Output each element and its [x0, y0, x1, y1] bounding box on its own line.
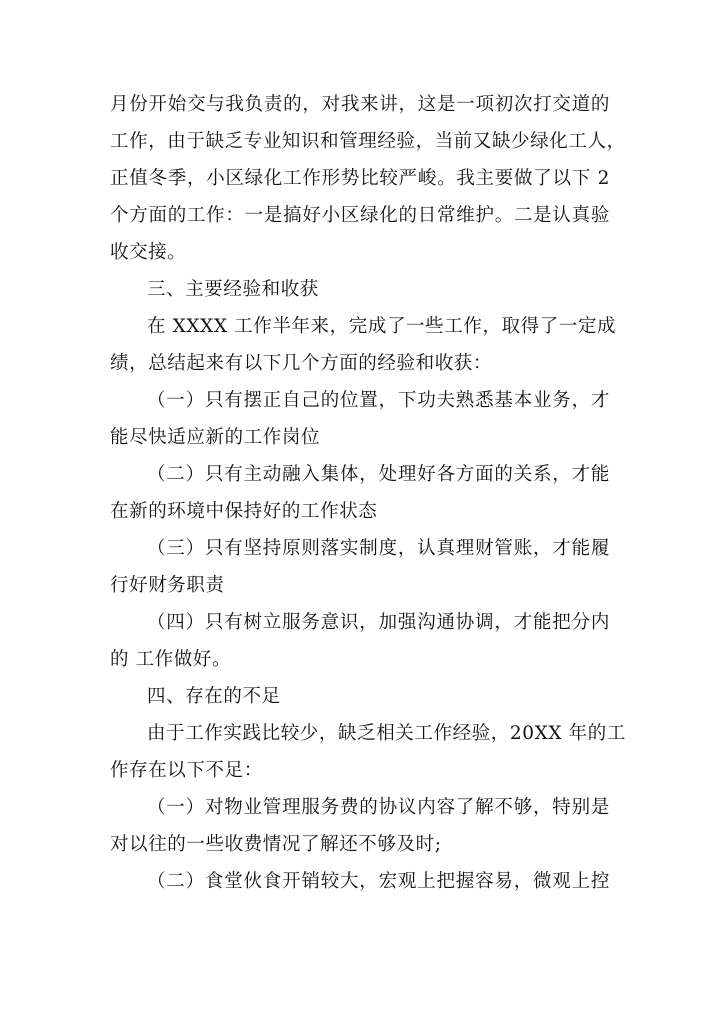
paragraph-line: 工作，由于缺乏专业知识和管理经验，当前又缺少绿化工人，	[110, 131, 626, 152]
paragraph-line: 作存在以下不足：	[110, 760, 263, 781]
paragraph-line: 由于工作实践比较少，缺乏相关工作经验，20XX 年的工	[147, 723, 626, 744]
paragraph-line: 正值冬季，小区绿化工作形势比较严峻。我主要做了以下 2	[110, 168, 610, 189]
list-item-line: （二）只有主动融入集体，处理好各方面的关系，才能	[147, 464, 610, 485]
list-item-line: 在新的环境中保持好的工作状态	[110, 501, 378, 522]
list-item-line: （一）只有摆正自己的位置，下功夫熟悉基本业务，才	[147, 390, 610, 411]
document-page	[110, 86, 626, 900]
section-heading: 三、主要经验和收获	[147, 279, 319, 300]
list-item-line: 的 工作做好。	[110, 649, 232, 670]
list-item-line: （一）对物业管理服务费的协议内容了解不够，特别是	[147, 797, 610, 818]
list-item-line: （二）食堂伙食开销较大，宏观上把握容易，微观上控	[147, 871, 610, 892]
list-item-line: 行好财务职责	[110, 575, 225, 596]
paragraph-line: 个方面的工作：一是搞好小区绿化的日常维护。二是认真验	[110, 205, 610, 226]
list-item-line: （四）只有树立服务意识，加强沟通协调，才能把分内	[147, 612, 610, 633]
list-item-line: 对以往的一些收费情况了解还不够及时;	[110, 834, 442, 855]
list-item-line: 能尽快适应新的工作岗位	[110, 427, 321, 448]
paragraph-line: 月份开始交与我负责的，对我来讲，这是一项初次打交道的	[110, 94, 610, 115]
section-heading: 四、存在的不足	[147, 686, 281, 707]
paragraph-line: 绩，总结起来有以下几个方面的经验和收获：	[110, 353, 493, 374]
paragraph-line: 在 XXXX 工作半年来，完成了一些工作，取得了一定成	[147, 316, 617, 337]
list-item-line: （三）只有坚持原则落实制度，认真理财管账，才能履	[147, 538, 610, 559]
paragraph-line: 收交接。	[110, 242, 187, 263]
